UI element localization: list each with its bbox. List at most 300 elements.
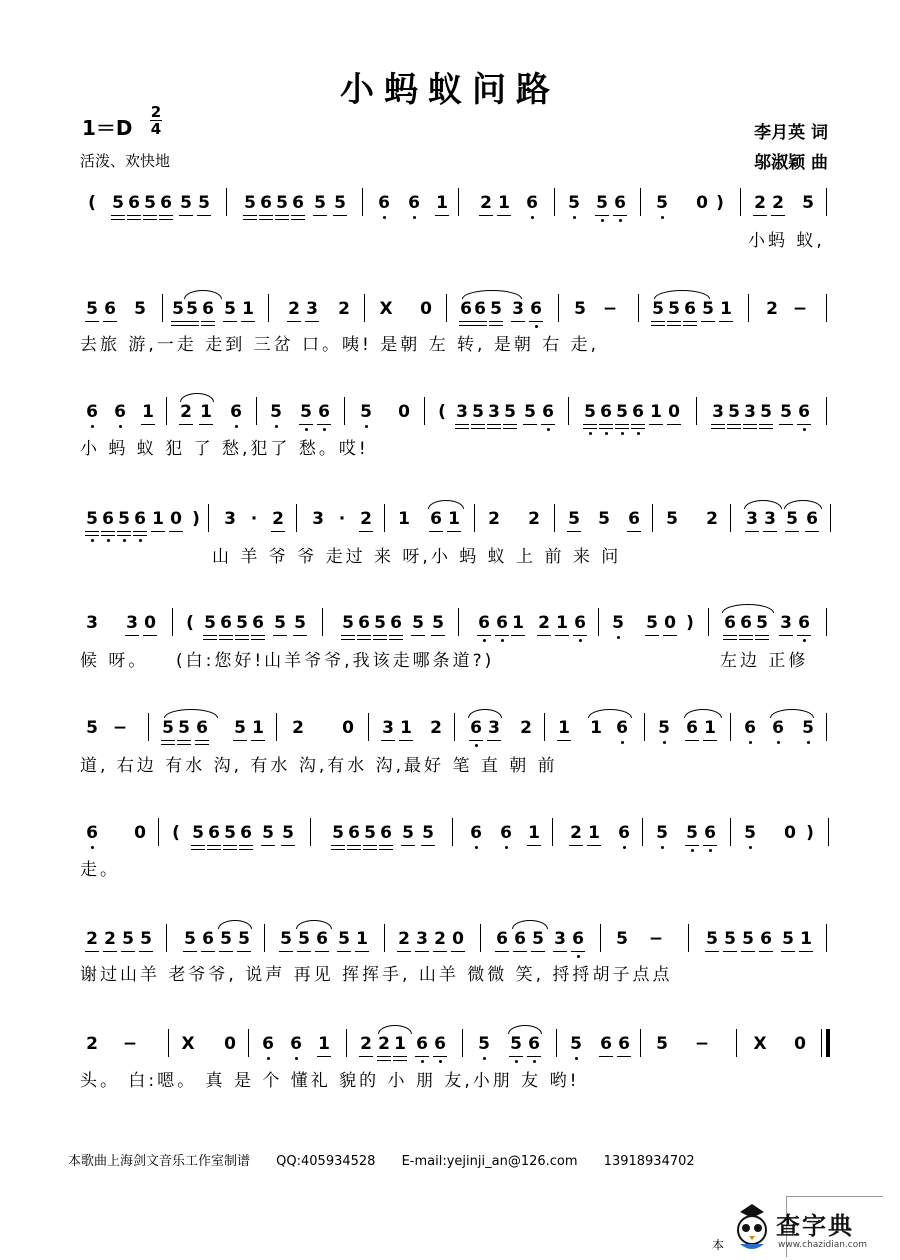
beam-line (397, 951, 411, 952)
beam-line (433, 951, 447, 952)
note: 5 (402, 823, 414, 843)
note: 5 (668, 299, 680, 319)
beam-line (235, 639, 249, 640)
note: 6 (86, 402, 98, 422)
note: 2 (360, 509, 372, 529)
octave-dot (535, 325, 538, 328)
barline (166, 397, 167, 425)
beam-line (259, 215, 273, 216)
note: 5 (262, 823, 274, 843)
barline (458, 608, 459, 636)
beam-line (251, 639, 265, 640)
beam-line (471, 428, 485, 429)
note: 2 (570, 823, 582, 843)
beam-line (797, 424, 811, 425)
beam-line (341, 639, 355, 640)
octave-dot (601, 219, 604, 222)
note: 6 (408, 193, 420, 213)
note: 5 (568, 193, 580, 213)
note: 1 (252, 718, 264, 738)
beam-line (631, 424, 645, 425)
beam-line (415, 1056, 429, 1057)
barline (826, 188, 827, 216)
beam-line (651, 321, 665, 322)
note: 5 (570, 1034, 582, 1054)
beam-line (555, 635, 569, 636)
barline (226, 188, 227, 216)
beam-line (373, 635, 387, 636)
note: 6 (724, 613, 736, 633)
barline (642, 818, 643, 846)
barline (344, 397, 345, 425)
note: 5 (596, 193, 608, 213)
beam-line (743, 428, 757, 429)
footer-qq: QQ:405934528 (276, 1154, 376, 1169)
note: 1 (400, 718, 412, 738)
note: 5 (204, 613, 216, 633)
beam-line (297, 951, 311, 952)
lyrics-line (0, 226, 900, 250)
octave-dot (807, 741, 810, 744)
beam-line (169, 531, 183, 532)
beam-line (489, 321, 503, 322)
octave-dot (577, 955, 580, 958)
note: 0 (784, 823, 796, 843)
beam-line (271, 531, 285, 532)
note: 5 (334, 193, 346, 213)
beam-line (433, 1056, 447, 1057)
lyricist-credit: 李月英 词 (754, 123, 828, 143)
beam-line (117, 535, 131, 536)
beam-line (727, 424, 741, 425)
beam-line (797, 635, 811, 636)
octave-dot (623, 846, 626, 849)
beam-line (421, 845, 435, 846)
barline (462, 1029, 463, 1057)
note: 6 (618, 823, 630, 843)
beam-line (331, 845, 345, 846)
owl-mascot-icon (732, 1202, 772, 1254)
beam-line (133, 531, 147, 532)
octave-dot (119, 425, 122, 428)
beam-line (159, 215, 173, 216)
note: 2 (288, 299, 300, 319)
barline (446, 294, 447, 322)
beam-line (685, 740, 699, 741)
note: 5 (782, 929, 794, 949)
note: 6 (348, 823, 360, 843)
beam-line (127, 219, 141, 220)
note: 5 (584, 402, 596, 422)
beam-line (393, 1056, 407, 1057)
barline (826, 397, 827, 425)
lyric-text: 小蚂 蚁, (748, 231, 825, 251)
note: 6 (574, 613, 586, 633)
note: 5 (172, 299, 184, 319)
tie-slur (508, 1025, 542, 1034)
note: 1 (704, 718, 716, 738)
beam-line (185, 325, 199, 326)
note: 3 (712, 402, 724, 422)
tempo-marking: 活泼、欢快地 (80, 152, 171, 170)
note: 6 (526, 193, 538, 213)
octave-dot (515, 1060, 518, 1063)
beam-line (495, 951, 509, 952)
beam-line (759, 428, 773, 429)
barline (384, 504, 385, 532)
tie-slur (654, 290, 710, 299)
beam-line (523, 424, 537, 425)
note: 5 (412, 613, 424, 633)
barline (638, 294, 639, 322)
note: 6 (542, 402, 554, 422)
beam-line (201, 321, 215, 322)
beam-line (711, 428, 725, 429)
beam-line (179, 424, 193, 425)
octave-dot (413, 216, 416, 219)
note: 0 (664, 613, 676, 633)
barline (158, 818, 159, 846)
barline (830, 504, 831, 532)
lyric-text: 头。 白:嗯。 真 是 个 懂礼 貌的 小 朋 友,小朋 友 哟! (80, 1071, 580, 1091)
beam-line (299, 424, 313, 425)
note: 5 (504, 402, 516, 422)
beam-line (305, 321, 319, 322)
barline (556, 1029, 557, 1057)
beam-line (359, 531, 373, 532)
note: 5 (524, 402, 536, 422)
lyrics-line (0, 855, 900, 879)
note: 2 (766, 299, 778, 319)
note: 5 (86, 509, 98, 529)
note: 6 (600, 402, 612, 422)
octave-dot (421, 1060, 424, 1063)
note: 6 (470, 823, 482, 843)
note: 5 (706, 929, 718, 949)
watermark-logo (732, 1198, 892, 1258)
note: 3 (554, 929, 566, 949)
beam-line (645, 635, 659, 636)
beam-line (191, 845, 205, 846)
beam-line (101, 531, 115, 532)
note: 6 (460, 299, 472, 319)
octave-dot (323, 428, 326, 431)
beam-line (723, 635, 737, 636)
beam-line (243, 219, 257, 220)
note: 5 (802, 718, 814, 738)
note: 6 (500, 823, 512, 843)
footer-phone: 13918934702 (603, 1154, 695, 1169)
note: 2 (338, 299, 350, 319)
octave-dot (749, 741, 752, 744)
lyrics-line (0, 1066, 900, 1090)
note: 5 (184, 929, 196, 949)
beam-line (183, 951, 197, 952)
beam-line (741, 951, 755, 952)
octave-dot (661, 846, 664, 849)
beam-line (401, 845, 415, 846)
barline (554, 504, 555, 532)
note: 6 (478, 613, 490, 633)
note: 5 (180, 193, 192, 213)
beam-line (471, 424, 485, 425)
octave-dot (483, 1057, 486, 1060)
note: 3 (416, 929, 428, 949)
note: 5 (332, 823, 344, 843)
beam-line (103, 321, 117, 322)
notation-line (0, 401, 900, 431)
octave-dot (749, 846, 752, 849)
note: 0 (224, 1034, 236, 1054)
note: 5 (274, 613, 286, 633)
tie-slur (684, 709, 722, 718)
octave-dot (275, 425, 278, 428)
beam-line (223, 845, 237, 846)
note: 5 (162, 718, 174, 738)
note: 0 (696, 193, 708, 213)
beam-line (355, 951, 369, 952)
barline (384, 924, 385, 952)
note: 6 (614, 193, 626, 213)
note: 2 (430, 718, 442, 738)
tie-slur (512, 920, 548, 929)
beam-line (455, 428, 469, 429)
beam-line (185, 321, 199, 322)
octave-dot (91, 425, 94, 428)
note: 5 (744, 823, 756, 843)
barline (256, 397, 257, 425)
beam-line (357, 639, 371, 640)
beam-line (723, 639, 737, 640)
beam-line (615, 428, 629, 429)
note: 5 (192, 823, 204, 843)
beam-line (139, 951, 153, 952)
beam-line (553, 951, 567, 952)
barline (208, 504, 209, 532)
note: 6 (514, 929, 526, 949)
note: 5 (234, 718, 246, 738)
beam-line (429, 531, 443, 532)
note: 5 (756, 613, 768, 633)
note: 1 (498, 193, 510, 213)
barline (644, 713, 645, 741)
note: 2 (104, 929, 116, 949)
note: 5 (220, 929, 232, 949)
beam-line (651, 325, 665, 326)
beam-line (511, 635, 525, 636)
beam-line (85, 321, 99, 322)
footer (68, 1150, 717, 1169)
beam-line (649, 424, 663, 425)
tie-slur (218, 920, 252, 929)
beam-line (199, 424, 213, 425)
note: 6 (528, 1034, 540, 1054)
beam-line (313, 215, 327, 216)
note: − (648, 929, 664, 949)
beam-line (701, 321, 715, 322)
note: 5 (86, 718, 98, 738)
note: 1 (242, 299, 254, 319)
lyric-text: 小 蚂 蚁 犯 了 愁,犯了 愁。哎! (80, 439, 369, 459)
note: 6 (686, 718, 698, 738)
beam-line (379, 845, 393, 846)
beam-line (85, 535, 99, 536)
notation-line (0, 822, 900, 852)
beam-line (479, 215, 493, 216)
key-signature (82, 103, 162, 146)
notation-line (0, 298, 900, 328)
beam-line (459, 325, 473, 326)
beam-line (477, 635, 491, 636)
note: − (122, 1034, 138, 1054)
barline (826, 294, 827, 322)
note: 6 (290, 1034, 302, 1054)
barline (708, 608, 709, 636)
note: 2 (86, 1034, 98, 1054)
note: 6 (760, 929, 772, 949)
barline (826, 924, 827, 952)
note: 0 (452, 929, 464, 949)
tie-slur (722, 604, 774, 613)
note: 5 (802, 193, 814, 213)
note: 0 (342, 718, 354, 738)
note: 6 (496, 613, 508, 633)
note: 6 (86, 823, 98, 843)
note: − (694, 1034, 710, 1054)
octave-dot (295, 1057, 298, 1060)
note: X (753, 1034, 767, 1054)
barline (480, 924, 481, 952)
note: ) (716, 193, 724, 213)
note: 1 (720, 299, 732, 319)
note: ( (88, 193, 96, 213)
octave-dot (621, 741, 624, 744)
beam-line (275, 219, 289, 220)
note: 6 (208, 823, 220, 843)
beam-line (667, 321, 681, 322)
beam-line (469, 740, 483, 741)
note: 3 (780, 613, 792, 633)
beam-line (627, 531, 641, 532)
note: 0 (668, 402, 680, 422)
beam-line (755, 635, 769, 636)
tie-slur (378, 1025, 412, 1034)
note: 5 (198, 193, 210, 213)
note: 5 (364, 823, 376, 843)
note: 5 (472, 402, 484, 422)
note: 2 (272, 509, 284, 529)
note: 6 (772, 718, 784, 738)
beam-line (455, 424, 469, 425)
note: 0 (420, 299, 432, 319)
note: 2 (538, 613, 550, 633)
beam-line (281, 845, 295, 846)
note: 0 (398, 402, 410, 422)
note: 6 (160, 193, 172, 213)
note: 1 (558, 718, 570, 738)
beam-line (333, 215, 347, 216)
octave-dot (505, 846, 508, 849)
barline (322, 608, 323, 636)
beam-line (315, 951, 329, 952)
beam-line (779, 424, 793, 425)
beam-line (363, 849, 377, 850)
beam-line (177, 740, 191, 741)
beam-line (537, 635, 551, 636)
note: 3 (488, 718, 500, 738)
beam-line (85, 951, 99, 952)
beam-line (615, 424, 629, 425)
notation-line (0, 508, 900, 538)
note: 2 (520, 718, 532, 738)
barline (346, 1029, 347, 1057)
note: 1 (800, 929, 812, 949)
note: ( (186, 613, 194, 633)
beam-line (683, 321, 697, 322)
note: 5 (140, 929, 152, 949)
song-title: 小蚂蚁问路 (340, 70, 560, 110)
note: 6 (292, 193, 304, 213)
notation-line (0, 192, 900, 222)
beam-line (447, 531, 461, 532)
lyric-text: 道, 右边 有水 沟, 有水 沟,有水 沟,最好 笔 直 朝 前 (80, 756, 558, 776)
note: 5 (724, 929, 736, 949)
note: 1 (318, 1034, 330, 1054)
note: 5 (666, 509, 678, 529)
note: 5 (786, 509, 798, 529)
lyrics-line (0, 960, 900, 984)
beam-line (727, 428, 741, 429)
tie-slur (468, 709, 502, 718)
note: 5 (646, 613, 658, 633)
final-barline (826, 1029, 830, 1057)
note: 6 (474, 299, 486, 319)
octave-dot (305, 428, 308, 431)
barline (458, 188, 459, 216)
note: ) (686, 613, 694, 633)
beam-line (529, 321, 543, 322)
note: 5 (568, 509, 580, 529)
note: 3 (312, 509, 324, 529)
octave-dot (803, 428, 806, 431)
octave-dot (439, 1060, 442, 1063)
octave-dot (579, 639, 582, 642)
note: 6 (196, 718, 208, 738)
note: 1 (650, 402, 662, 422)
barline (454, 713, 455, 741)
note: 5 (742, 929, 754, 949)
note: 6 (806, 509, 818, 529)
note: 2 (528, 509, 540, 529)
note: 1 (398, 509, 410, 529)
octave-dot (267, 1057, 270, 1060)
note: 5 (598, 509, 610, 529)
note: 5 (238, 929, 250, 949)
beam-line (587, 845, 601, 846)
note: 6 (600, 1034, 612, 1054)
notation-line (0, 612, 900, 642)
note: 1 (142, 402, 154, 422)
beam-line (101, 535, 115, 536)
beam-line (389, 635, 403, 636)
note: 1 (394, 1034, 406, 1054)
note: 2 (86, 929, 98, 949)
beam-line (223, 321, 237, 322)
beam-line (617, 1056, 631, 1057)
octave-dot (383, 216, 386, 219)
beam-line (487, 428, 501, 429)
note: ( (172, 823, 180, 843)
